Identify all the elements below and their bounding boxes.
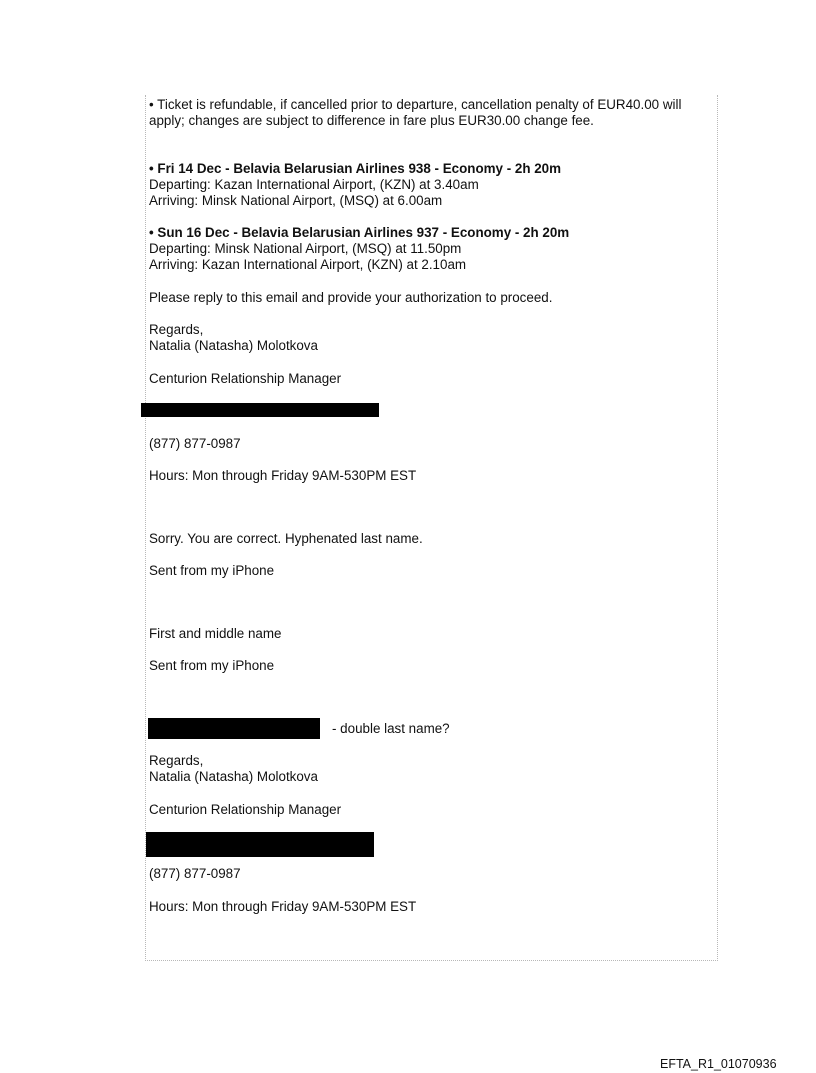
flight-1-title: • Fri 14 Dec - Belavia Belarusian Airlines 938 - Economy - 2h 20m <box>149 161 562 176</box>
reply-2-sent: Sent from my iPhone <box>149 658 275 673</box>
reply-1-text: Sorry. You are correct. Hyphenated last name. <box>149 531 423 546</box>
reply-1-sent: Sent from my iPhone <box>149 563 275 578</box>
flight-2-departing: Departing: Minsk National Airport, (MSQ) at 11.50pm <box>149 241 462 256</box>
signature-1-name: Natalia (Natasha) Molotkova <box>149 338 318 353</box>
flight-2-title: • Sun 16 Dec - Belavia Belarusian Airlines 937 - Economy - 2h 20m <box>149 225 570 240</box>
redaction-email-1 <box>141 403 379 417</box>
flight-1-departing: Departing: Kazan International Airport, (KZN) at 3.40am <box>149 177 479 192</box>
double-last-name-question: - double last name? <box>332 721 450 736</box>
signature-2-phone: (877) 877-0987 <box>149 866 241 881</box>
flight-2-arriving: Arriving: Kazan International Airport, (KZN) at 2.10am <box>149 257 467 272</box>
authorization-request: Please reply to this email and provide your authorization to proceed. <box>149 290 553 305</box>
terms-line-1: • Ticket is refundable, if cancelled prior to departure, cancellation penalty of EUR40.00 will <box>149 97 682 112</box>
bates-number: EFTA_R1_01070936 <box>660 1057 777 1071</box>
reply-2-text: First and middle name <box>149 626 282 641</box>
signature-1-hours: Hours: Mon through Friday 9AM-530PM EST <box>149 468 417 483</box>
terms-line-2: apply; changes are subject to difference in fare plus EUR30.00 change fee. <box>149 113 594 128</box>
signature-2-hours: Hours: Mon through Friday 9AM-530PM EST <box>149 899 417 914</box>
redaction-name <box>148 718 320 739</box>
redaction-email-2 <box>146 832 374 857</box>
signature-1-regards: Regards, <box>149 322 204 337</box>
signature-2-regards: Regards, <box>149 753 204 768</box>
signature-2-title: Centurion Relationship Manager <box>149 802 342 817</box>
signature-1-title: Centurion Relationship Manager <box>149 371 342 386</box>
flight-1-arriving: Arriving: Minsk National Airport, (MSQ) at 6.00am <box>149 193 443 208</box>
signature-2-name: Natalia (Natasha) Molotkova <box>149 769 318 784</box>
signature-1-phone: (877) 877-0987 <box>149 436 241 451</box>
